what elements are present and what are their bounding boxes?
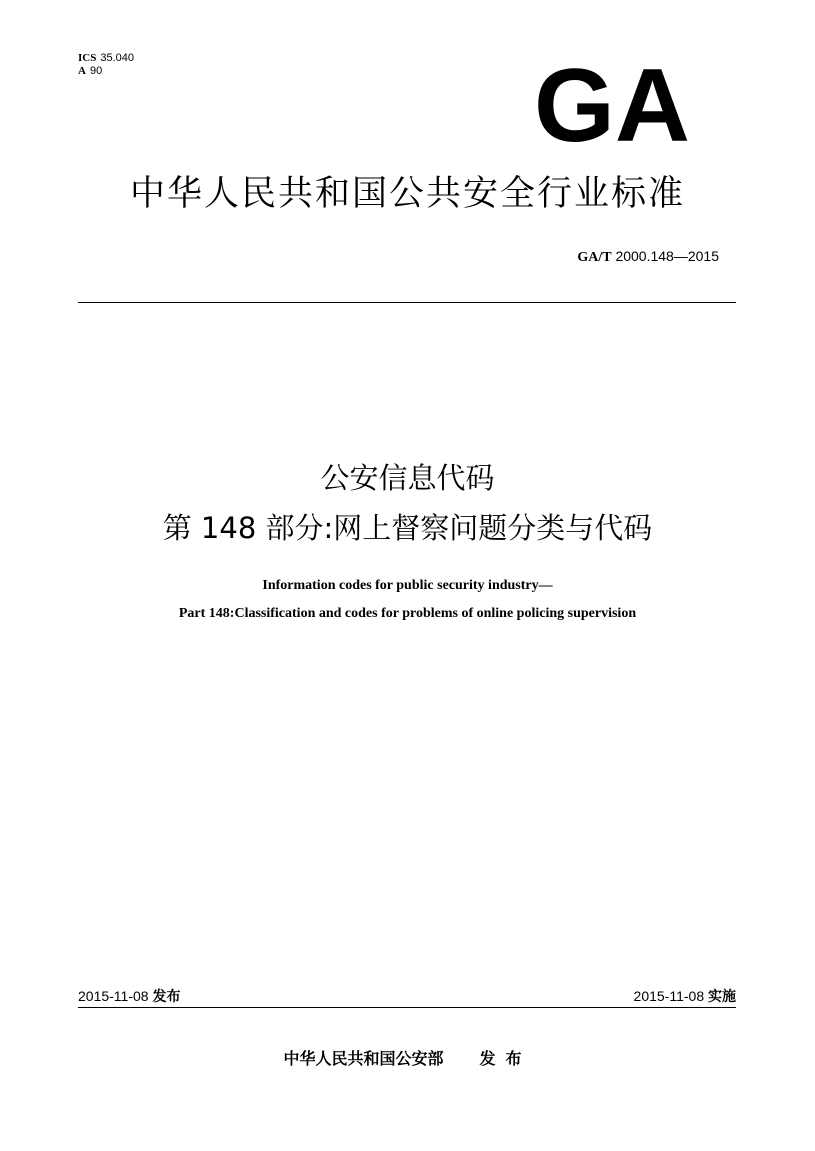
cn-title-line1: 公安信息代码 bbox=[320, 461, 495, 495]
standard-number-prefix: GA/T bbox=[577, 250, 612, 265]
issue-date: 2015-11-08 bbox=[78, 988, 149, 1004]
logo-text: GA bbox=[534, 64, 690, 142]
classification-codes bbox=[78, 52, 134, 78]
standard-category-title: 中华人民共和国公共安全行业标准 bbox=[129, 174, 685, 214]
issuer-line bbox=[0, 1046, 815, 1069]
standard-number bbox=[577, 248, 719, 266]
issue-date-block bbox=[78, 986, 180, 1006]
ics-label: ICS bbox=[78, 52, 97, 64]
ics-line bbox=[78, 52, 134, 65]
issuer-name: 中华人民共和国公安部 bbox=[283, 1049, 444, 1068]
footer-divider bbox=[78, 1007, 736, 1008]
ga-logo bbox=[533, 64, 691, 142]
en-title-line1: Information codes for public security industry— bbox=[262, 578, 553, 593]
ccs-line bbox=[78, 65, 134, 78]
standard-number-value: 2000.148—2015 bbox=[615, 248, 719, 264]
implement-date-block bbox=[634, 986, 736, 1006]
en-title-line2: Part 148:Classification and codes for problems of online policing supervision bbox=[178, 606, 637, 621]
implement-date: 2015-11-08 bbox=[633, 988, 705, 1004]
header-divider bbox=[78, 302, 736, 303]
ccs-label: A bbox=[78, 65, 86, 77]
issue-word: 发布 bbox=[479, 1049, 532, 1068]
implement-label: 实施 bbox=[708, 989, 736, 1005]
ccs-code: 90 bbox=[89, 65, 103, 77]
cn-title-line2: 第 148 部分:网上督察问题分类与代码 bbox=[162, 511, 653, 545]
issue-label: 发布 bbox=[152, 989, 181, 1005]
ics-code: 35.040 bbox=[100, 52, 134, 64]
